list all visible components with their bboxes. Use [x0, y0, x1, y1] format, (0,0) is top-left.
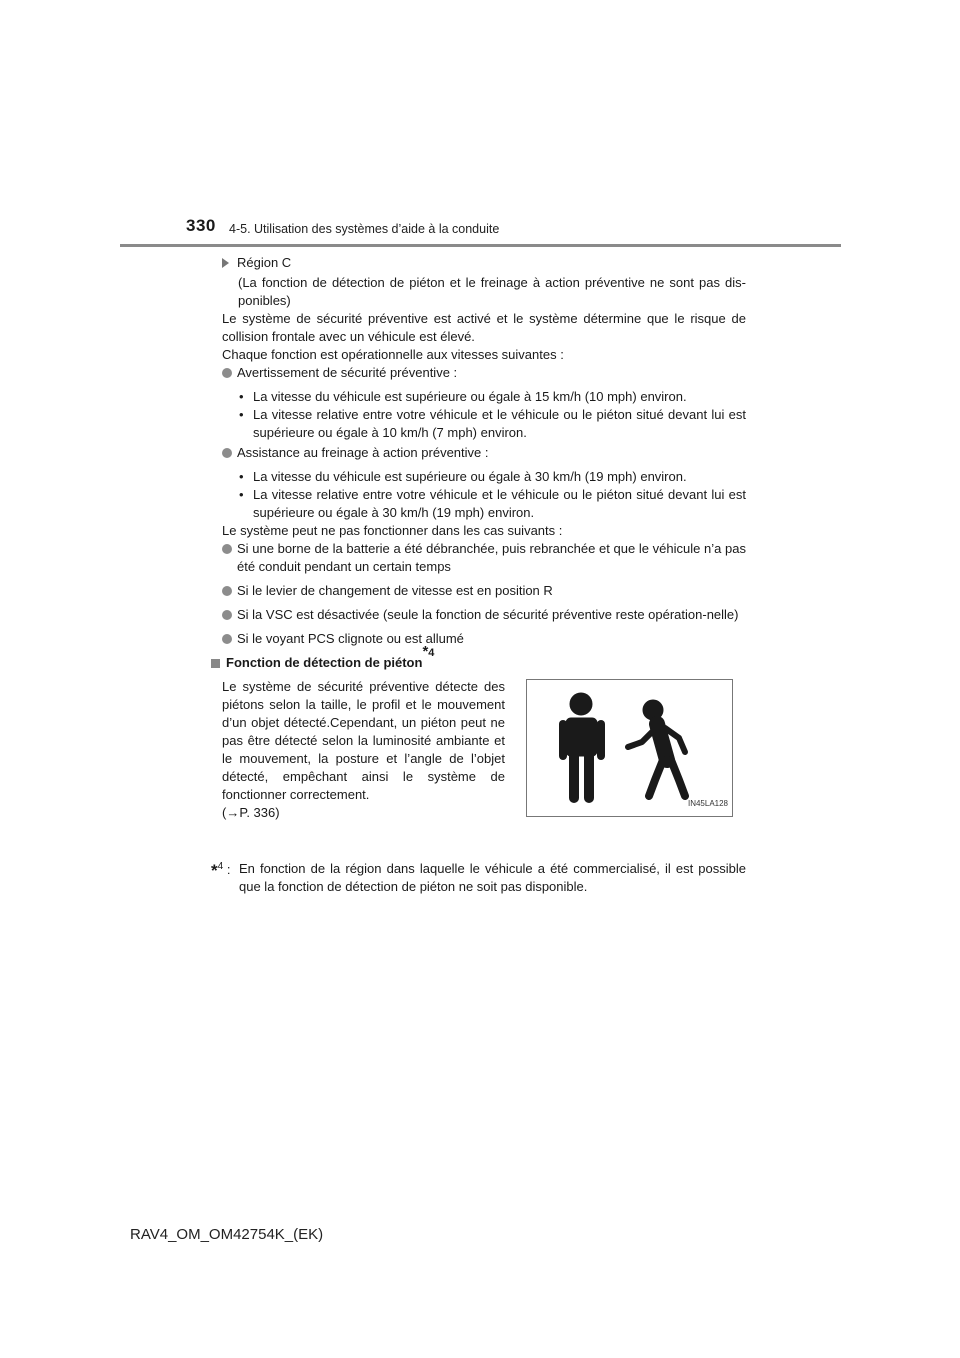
region-note: (La fonction de détection de piéton et le freinage à action préventive ne sont pas dis-ponibles)	[238, 275, 746, 308]
figure-code: IN45LA128	[687, 799, 728, 808]
sub-bullet-mark: •	[239, 469, 244, 484]
function-item	[222, 364, 746, 382]
footnote-number: 4	[428, 647, 435, 659]
function-title: Avertissement de sécurité préventive :	[237, 365, 458, 380]
condition-item	[222, 540, 746, 576]
triangle-marker-icon	[222, 258, 229, 268]
condition-text: Si le levier de changement de vitesse est en position R	[237, 583, 553, 598]
condition-item	[222, 630, 746, 648]
bullet-dot-icon	[222, 368, 232, 378]
sub-list-text: La vitesse relative entre votre véhicule et le véhicule ou le piéton situé devant lui est supérieure ou égale à 30 km/h (19 mph) environ.	[253, 487, 746, 520]
section-title-text: Fonction de détection de piéton	[226, 655, 423, 670]
sub-bullet-mark: •	[239, 407, 244, 422]
speeds-intro: Chaque fonction est opérationnelle aux vitesses suivantes :	[222, 347, 564, 362]
function-conditions	[222, 468, 746, 522]
not-working-intro: Le système peut ne pas fonctionner dans les cas suivants :	[222, 523, 563, 538]
region-label: Région C	[237, 255, 292, 270]
footnote-star: *	[422, 643, 429, 660]
condition-text: Si la VSC est désactivée (seule la fonction de sécurité préventive reste opération-nelle)	[237, 607, 739, 622]
pedestrian-section-title	[211, 643, 746, 672]
footnote-text: En fonction de la région dans laquelle le véhicule a été commercialisé, il est possible que la fonction de détection de piéton ne soit pas disponible.	[239, 861, 746, 894]
sub-list-item	[238, 468, 746, 486]
sub-list-text: La vitesse relative entre votre véhicule et le véhicule ou le piéton situé devant lui est supérieure ou égale à 10 km/h (7 mph) environ.	[253, 407, 746, 440]
sub-list-text: La vitesse du véhicule est supérieure ou égale à 15 km/h (10 mph) environ.	[253, 389, 687, 404]
region-heading	[222, 254, 746, 272]
pedestrian-description: Le système de sécurité préventive détecte des piétons selon la taille, le profil et le mouvement d’un objet détecté.Cependant, un piéton peut ne pas être détecté selon la luminosité ambiante et le mouvement, la posture et l’angle de l’objet détecté, empêchant ainsi le système de fonctionner correctement.	[222, 679, 505, 802]
footnote-number: 4	[217, 861, 224, 872]
sub-bullet-mark: •	[239, 389, 244, 404]
sub-list-item	[238, 406, 746, 442]
footnote-ref	[422, 643, 435, 660]
footnote-star: *	[211, 861, 218, 880]
document-code: RAV4_OM_OM42754K_(EK)	[130, 1226, 324, 1243]
function-item	[222, 444, 746, 462]
bullet-dot-icon	[222, 544, 232, 554]
page-content	[222, 254, 746, 822]
page-number: 330	[186, 216, 216, 235]
page-reference-link[interactable]: (→P. 336)	[222, 805, 280, 820]
condition-text: Si le voyant PCS clignote ou est allumé	[237, 631, 464, 646]
square-marker-icon	[211, 659, 220, 668]
header-divider	[120, 244, 841, 247]
pedestrian-text-block	[222, 678, 505, 822]
condition-item	[222, 606, 746, 624]
condition-item	[222, 582, 746, 600]
bullet-dot-icon	[222, 586, 232, 596]
pedestrian-figure	[526, 679, 733, 817]
section-header-title: 4-5. Utilisation des systèmes d’aide à la conduite	[229, 222, 500, 236]
walking-pedestrian-icon	[628, 700, 685, 796]
condition-text: Si une borne de la batterie a été débranchée, puis rebranchée et que le véhicule n’a pas été conduit pendant un certain temps	[237, 541, 746, 574]
bullet-dot-icon	[222, 448, 232, 458]
sub-list-item	[238, 388, 746, 406]
activation-paragraph: Le système de sécurité préventive est activé et le système détermine que le risque de collision frontale avec un véhicule est élevé.	[222, 311, 746, 344]
function-conditions	[222, 388, 746, 442]
sub-bullet-mark: •	[239, 487, 244, 502]
sub-list-text: La vitesse du véhicule est supérieure ou égale à 30 km/h (19 mph) environ.	[253, 469, 687, 484]
function-title: Assistance au freinage à action préventive :	[237, 445, 489, 460]
bullet-dot-icon	[222, 634, 232, 644]
sub-list-item	[238, 486, 746, 522]
footnote-separator: :	[226, 862, 231, 877]
pedestrian-section-body	[222, 678, 746, 822]
footnote	[211, 860, 746, 896]
bullet-dot-icon	[222, 610, 232, 620]
standing-pedestrian-icon	[563, 693, 601, 798]
footnote-marker	[211, 860, 239, 881]
